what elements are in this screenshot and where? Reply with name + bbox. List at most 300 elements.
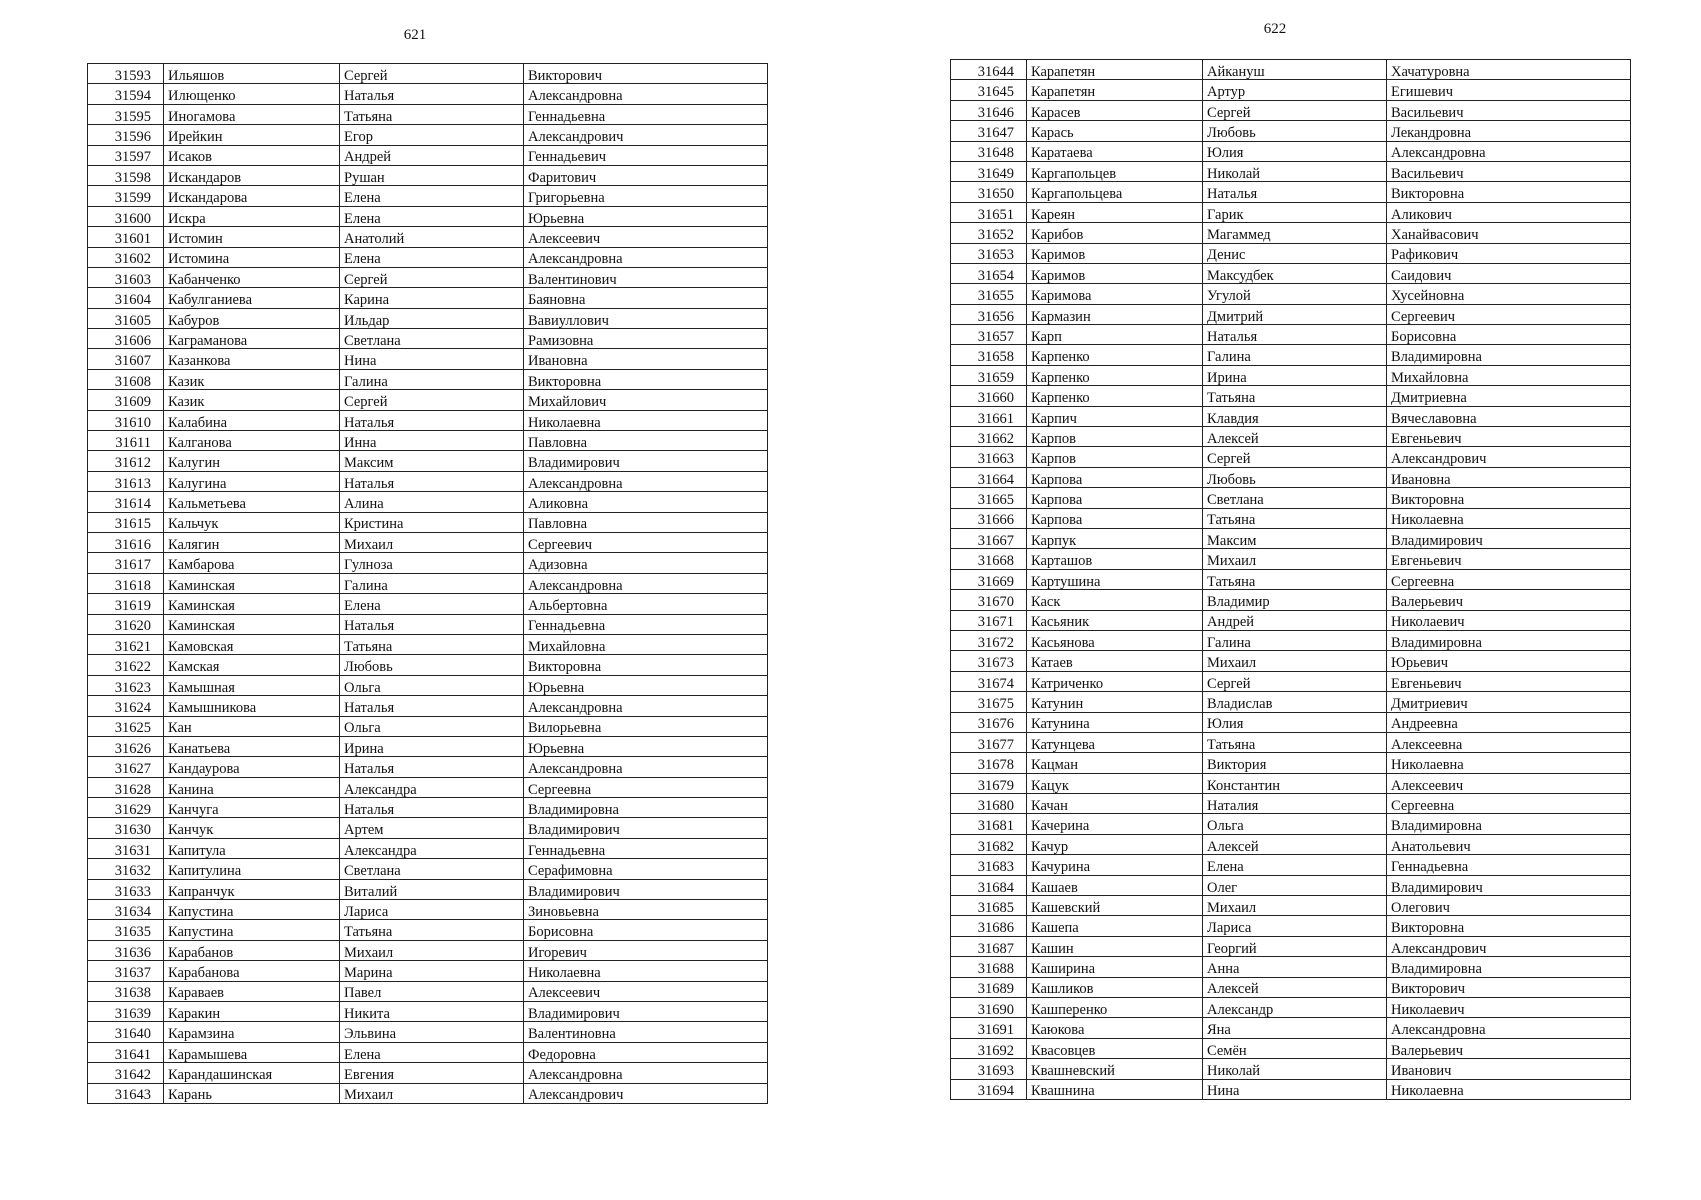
record-number: 31651 [951,202,1027,222]
patronymic-cell: Хусейновна [1387,284,1631,304]
table-row [88,716,768,736]
patronymic-cell: Николаевич [1387,610,1631,630]
first-name-cell: Максудбек [1203,263,1387,283]
table-row [88,308,768,328]
surname-cell: Карпенко [1027,365,1203,385]
surname-cell: Квасовцев [1027,1038,1203,1058]
table-row [88,532,768,552]
patronymic-cell: Николаевна [524,410,768,430]
table-row [88,471,768,491]
surname-cell: Истомина [164,247,340,267]
record-number: 31686 [951,916,1027,936]
surname-cell: Каширина [1027,957,1203,977]
first-name-cell: Георгий [1203,936,1387,956]
patronymic-cell: Евгеньевич [1387,671,1631,691]
surname-cell: Камовская [164,634,340,654]
patronymic-cell: Аликовна [524,492,768,512]
patronymic-cell: Владимирович [524,818,768,838]
surname-cell: Кабанченко [164,267,340,287]
surname-cell: Кан [164,716,340,736]
table-row [951,732,1631,752]
surname-cell: Илющенко [164,84,340,104]
patronymic-cell: Викторовна [524,655,768,675]
record-number: 31615 [88,512,164,532]
surname-cell: Калабина [164,410,340,430]
surname-cell: Исаков [164,145,340,165]
surname-cell: Качерина [1027,814,1203,834]
surname-cell: Карпова [1027,508,1203,528]
table-row [951,528,1631,548]
patronymic-cell: Александровна [524,573,768,593]
surname-cell: Карань [164,1083,340,1103]
first-name-cell: Ольга [340,675,524,695]
surname-cell: Каминская [164,573,340,593]
patronymic-cell: Ханайвасович [1387,223,1631,243]
first-name-cell: Максим [340,451,524,471]
record-number: 31653 [951,243,1027,263]
surname-cell: Ирейкин [164,125,340,145]
record-number: 31642 [88,1063,164,1083]
patronymic-cell: Александрович [524,1083,768,1103]
table-row [951,549,1631,569]
surname-cell: Каминская [164,594,340,614]
surname-cell: Карпенко [1027,345,1203,365]
record-number: 31599 [88,186,164,206]
first-name-cell: Александра [340,838,524,858]
table-row [951,997,1631,1017]
patronymic-cell: Зиновьевна [524,900,768,920]
patronymic-cell: Алексеевич [1387,773,1631,793]
surname-cell: Карасев [1027,100,1203,120]
patronymic-cell: Николаевич [1387,997,1631,1017]
first-name-cell: Елена [340,594,524,614]
table-row [951,182,1631,202]
first-name-cell: Анатолий [340,227,524,247]
surname-cell: Кальчук [164,512,340,532]
first-name-cell: Светлана [340,329,524,349]
surname-cell: Калягин [164,532,340,552]
record-number: 31625 [88,716,164,736]
surname-cell: Квашневский [1027,1059,1203,1079]
table-row [951,590,1631,610]
first-name-cell: Айкануш [1203,60,1387,80]
surname-cell: Кашевский [1027,896,1203,916]
patronymic-cell: Валентиновна [524,1022,768,1042]
table-row [88,349,768,369]
roster-table [87,63,768,1104]
record-number: 31606 [88,329,164,349]
first-name-cell: Алина [340,492,524,512]
patronymic-cell: Олегович [1387,896,1631,916]
surname-cell: Искандарова [164,186,340,206]
record-number: 31636 [88,940,164,960]
surname-cell: Карибов [1027,223,1203,243]
record-number: 31607 [88,349,164,369]
record-number: 31672 [951,630,1027,650]
surname-cell: Каримов [1027,263,1203,283]
table-row [88,64,768,84]
record-number: 31614 [88,492,164,512]
surname-cell: Кабулганиева [164,288,340,308]
record-number: 31692 [951,1038,1027,1058]
table-row [951,896,1631,916]
record-number: 31633 [88,879,164,899]
patronymic-cell: Владимирович [524,1001,768,1021]
first-name-cell: Галина [340,573,524,593]
surname-cell: Канчуга [164,798,340,818]
table-row [88,288,768,308]
first-name-cell: Марина [340,961,524,981]
patronymic-cell: Сергеевна [1387,794,1631,814]
first-name-cell: Николай [1203,1059,1387,1079]
surname-cell: Каюкова [1027,1018,1203,1038]
record-number: 31657 [951,325,1027,345]
table-row [88,84,768,104]
patronymic-cell: Александровна [524,696,768,716]
surname-cell: Карпова [1027,467,1203,487]
first-name-cell: Карина [340,288,524,308]
first-name-cell: Константин [1203,773,1387,793]
table-row [951,427,1631,447]
surname-cell: Карабанова [164,961,340,981]
first-name-cell: Артур [1203,80,1387,100]
record-number: 31680 [951,794,1027,814]
record-number: 31631 [88,838,164,858]
surname-cell: Кармазин [1027,304,1203,324]
record-number: 31624 [88,696,164,716]
record-number: 31665 [951,488,1027,508]
first-name-cell: Яна [1203,1018,1387,1038]
patronymic-cell: Павловна [524,431,768,451]
record-number: 31630 [88,818,164,838]
patronymic-cell: Баяновна [524,288,768,308]
patronymic-cell: Рафикович [1387,243,1631,263]
record-number: 31635 [88,920,164,940]
patronymic-cell: Геннадьевна [1387,855,1631,875]
table-row [951,977,1631,997]
record-number: 31659 [951,365,1027,385]
table-row [88,798,768,818]
surname-cell: Катунцева [1027,732,1203,752]
surname-cell: Катаев [1027,651,1203,671]
first-name-cell: Сергей [1203,671,1387,691]
table-row [88,573,768,593]
record-number: 31639 [88,1001,164,1021]
surname-cell: Капитулина [164,859,340,879]
record-number: 31670 [951,590,1027,610]
table-row [951,1038,1631,1058]
patronymic-cell: Владимирович [524,451,768,471]
patronymic-cell: Дмитриевич [1387,692,1631,712]
first-name-cell: Инна [340,431,524,451]
record-number: 31602 [88,247,164,267]
patronymic-cell: Лекандровна [1387,121,1631,141]
first-name-cell: Кристина [340,512,524,532]
record-number: 31650 [951,182,1027,202]
first-name-cell: Артем [340,818,524,838]
table-row [88,369,768,389]
first-name-cell: Лариса [1203,916,1387,936]
patronymic-cell: Александровна [1387,141,1631,161]
patronymic-cell: Иванович [1387,1059,1631,1079]
first-name-cell: Елена [340,186,524,206]
surname-cell: Калугин [164,451,340,471]
patronymic-cell: Альбертовна [524,594,768,614]
table-row [88,247,768,267]
first-name-cell: Михаил [340,1083,524,1103]
record-number: 31683 [951,855,1027,875]
table-row [951,488,1631,508]
record-number: 31618 [88,573,164,593]
record-number: 31681 [951,814,1027,834]
patronymic-cell: Фаритович [524,165,768,185]
record-number: 31637 [88,961,164,981]
surname-cell: Квашнина [1027,1079,1203,1099]
patronymic-cell: Борисовна [524,920,768,940]
first-name-cell: Михаил [1203,549,1387,569]
first-name-cell: Сергей [340,267,524,287]
patronymic-cell: Сергеевна [1387,569,1631,589]
page-number: 622 [1263,21,1287,37]
surname-cell: Искра [164,206,340,226]
first-name-cell: Светлана [340,859,524,879]
record-number: 31674 [951,671,1027,691]
table-row [951,610,1631,630]
record-number: 31682 [951,834,1027,854]
table-row [88,614,768,634]
table-row [951,202,1631,222]
table-row [88,125,768,145]
first-name-cell: Денис [1203,243,1387,263]
first-name-cell: Магаммед [1203,223,1387,243]
first-name-cell: Нина [340,349,524,369]
first-name-cell: Ольга [1203,814,1387,834]
patronymic-cell: Андреевна [1387,712,1631,732]
table-row [951,1018,1631,1038]
table-row [88,1063,768,1083]
first-name-cell: Елена [1203,855,1387,875]
patronymic-cell: Сергеевич [1387,304,1631,324]
first-name-cell: Александра [340,777,524,797]
surname-cell: Караваев [164,981,340,1001]
surname-cell: Карапетян [1027,60,1203,80]
surname-cell: Кашперенко [1027,997,1203,1017]
surname-cell: Иногамова [164,104,340,124]
record-number: 31666 [951,508,1027,528]
record-number: 31649 [951,161,1027,181]
table-row [951,263,1631,283]
table-row [88,879,768,899]
patronymic-cell: Юрьевна [524,675,768,695]
record-number: 31609 [88,390,164,410]
first-name-cell: Угулой [1203,284,1387,304]
table-row [88,777,768,797]
surname-cell: Карпов [1027,447,1203,467]
surname-cell: Каграманова [164,329,340,349]
patronymic-cell: Викторович [524,64,768,84]
surname-cell: Кабуров [164,308,340,328]
table-row [88,859,768,879]
surname-cell: Кандаурова [164,757,340,777]
surname-cell: Карась [1027,121,1203,141]
patronymic-cell: Владимировна [524,798,768,818]
table-row [88,431,768,451]
record-number: 31640 [88,1022,164,1042]
first-name-cell: Татьяна [1203,569,1387,589]
patronymic-cell: Александровна [1387,1018,1631,1038]
patronymic-cell: Викторовна [1387,916,1631,936]
table-row [951,345,1631,365]
first-name-cell: Наталья [1203,182,1387,202]
table-row [88,1001,768,1021]
patronymic-cell: Хачатуровна [1387,60,1631,80]
surname-cell: Канина [164,777,340,797]
first-name-cell: Галина [1203,345,1387,365]
record-number: 31616 [88,532,164,552]
first-name-cell: Наталия [1203,794,1387,814]
surname-cell: Калганова [164,431,340,451]
patronymic-cell: Николаевна [1387,753,1631,773]
record-number: 31610 [88,410,164,430]
first-name-cell: Эльвина [340,1022,524,1042]
patronymic-cell: Серафимовна [524,859,768,879]
patronymic-cell: Вилорьевна [524,716,768,736]
first-name-cell: Любовь [340,655,524,675]
table-row [88,553,768,573]
first-name-cell: Владислав [1203,692,1387,712]
table-row [951,712,1631,732]
surname-cell: Камбарова [164,553,340,573]
table-row [88,1042,768,1062]
table-row [88,818,768,838]
record-number: 31629 [88,798,164,818]
patronymic-cell: Васильевич [1387,100,1631,120]
patronymic-cell: Викторовна [1387,488,1631,508]
first-name-cell: Максим [1203,528,1387,548]
patronymic-cell: Анатольевич [1387,834,1631,854]
surname-cell: Каримов [1027,243,1203,263]
first-name-cell: Татьяна [1203,732,1387,752]
surname-cell: Карпов [1027,427,1203,447]
table-row [951,834,1631,854]
patronymic-cell: Владимировна [1387,957,1631,977]
table-row [951,386,1631,406]
patronymic-cell: Александровна [524,247,768,267]
patronymic-cell: Егишевич [1387,80,1631,100]
record-number: 31660 [951,386,1027,406]
record-number: 31634 [88,900,164,920]
patronymic-cell: Ивановна [1387,467,1631,487]
first-name-cell: Семён [1203,1038,1387,1058]
table-row [88,227,768,247]
record-number: 31645 [951,80,1027,100]
record-number: 31611 [88,431,164,451]
table-row [88,186,768,206]
first-name-cell: Виктория [1203,753,1387,773]
surname-cell: Каргапольцев [1027,161,1203,181]
roster-table [950,59,1631,1100]
table-row [88,900,768,920]
record-number: 31596 [88,125,164,145]
surname-cell: Карандашинская [164,1063,340,1083]
first-name-cell: Андрей [340,145,524,165]
patronymic-cell: Александрович [1387,447,1631,467]
patronymic-cell: Алексеевна [1387,732,1631,752]
surname-cell: Карамзина [164,1022,340,1042]
surname-cell: Капитула [164,838,340,858]
patronymic-cell: Вячеславовна [1387,406,1631,426]
first-name-cell: Юлия [1203,712,1387,732]
first-name-cell: Наталья [340,757,524,777]
table-row [951,651,1631,671]
first-name-cell: Нина [1203,1079,1387,1099]
record-number: 31679 [951,773,1027,793]
record-number: 31664 [951,467,1027,487]
table-row [88,634,768,654]
table-row [88,675,768,695]
surname-cell: Канатьева [164,736,340,756]
record-number: 31604 [88,288,164,308]
record-number: 31689 [951,977,1027,997]
table-row [951,814,1631,834]
table-row [951,121,1631,141]
table-row [951,365,1631,385]
record-number: 31593 [88,64,164,84]
patronymic-cell: Алексеевич [524,981,768,1001]
record-number: 31684 [951,875,1027,895]
table-row [88,920,768,940]
surname-cell: Каск [1027,590,1203,610]
patronymic-cell: Николаевна [524,961,768,981]
first-name-cell: Павел [340,981,524,1001]
table-row [951,1059,1631,1079]
table-row [88,512,768,532]
record-number: 31668 [951,549,1027,569]
surname-cell: Карпич [1027,406,1203,426]
record-number: 31678 [951,753,1027,773]
patronymic-cell: Геннадьевна [524,838,768,858]
first-name-cell: Наталья [340,84,524,104]
table-row [951,243,1631,263]
patronymic-cell: Владимировна [1387,814,1631,834]
first-name-cell: Татьяна [340,920,524,940]
table-row [88,390,768,410]
record-number: 31648 [951,141,1027,161]
record-number: 31694 [951,1079,1027,1099]
first-name-cell: Елена [340,1042,524,1062]
table-row [88,410,768,430]
patronymic-cell: Васильевич [1387,161,1631,181]
table-row [88,329,768,349]
table-row [951,161,1631,181]
table-row [951,284,1631,304]
table-row [951,630,1631,650]
record-number: 31597 [88,145,164,165]
first-name-cell: Михаил [1203,896,1387,916]
table-row [951,467,1631,487]
first-name-cell: Клавдия [1203,406,1387,426]
record-number: 31655 [951,284,1027,304]
first-name-cell: Виталий [340,879,524,899]
table-row [88,594,768,614]
patronymic-cell: Михайловна [524,634,768,654]
record-number: 31622 [88,655,164,675]
patronymic-cell: Юрьевна [524,736,768,756]
table-row [951,447,1631,467]
table-row [88,1022,768,1042]
record-number: 31646 [951,100,1027,120]
first-name-cell: Светлана [1203,488,1387,508]
